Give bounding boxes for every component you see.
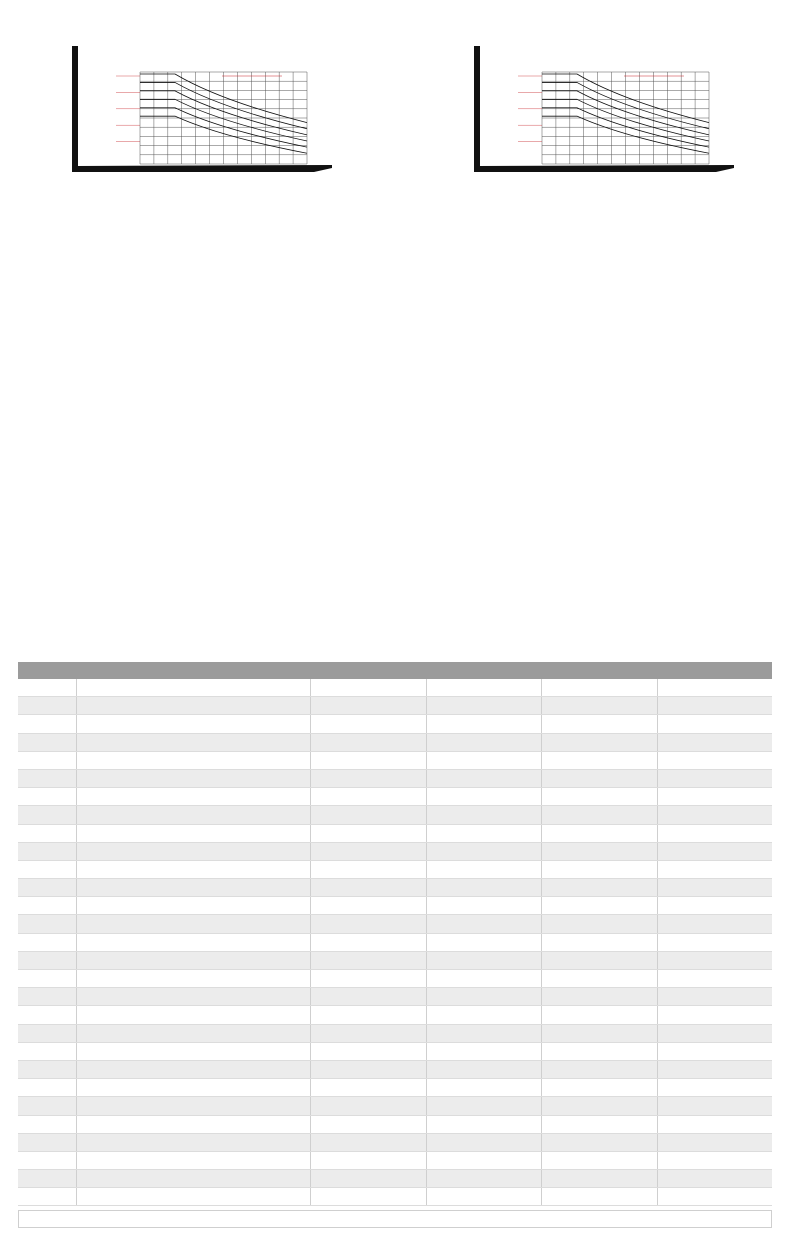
option-mark xyxy=(426,933,541,951)
option-mark xyxy=(542,1170,657,1188)
option-name xyxy=(77,1097,311,1115)
option-mark xyxy=(426,1188,541,1206)
option-mark xyxy=(311,697,426,715)
option-mark xyxy=(657,1115,772,1133)
option-mark xyxy=(426,769,541,787)
table-row xyxy=(18,824,772,842)
option-mark xyxy=(311,1079,426,1097)
option-mark xyxy=(426,988,541,1006)
option-name xyxy=(77,897,311,915)
row-number xyxy=(18,715,77,733)
table-row xyxy=(18,1006,772,1024)
option-name xyxy=(77,788,311,806)
legend-note xyxy=(18,1210,772,1228)
option-mark xyxy=(657,679,772,697)
table-row xyxy=(18,879,772,897)
option-mark xyxy=(426,806,541,824)
option-mark xyxy=(426,1097,541,1115)
option-mark xyxy=(426,879,541,897)
option-mark xyxy=(542,951,657,969)
option-mark xyxy=(542,1024,657,1042)
option-mark xyxy=(426,951,541,969)
option-mark xyxy=(542,1079,657,1097)
option-mark xyxy=(426,915,541,933)
row-number xyxy=(18,988,77,1006)
row-number xyxy=(18,733,77,751)
option-mark xyxy=(311,933,426,951)
option-name xyxy=(77,988,311,1006)
option-mark xyxy=(311,1151,426,1169)
option-mark xyxy=(311,970,426,988)
capacity-graph xyxy=(32,16,362,206)
option-name xyxy=(77,1079,311,1097)
option-mark xyxy=(426,1042,541,1060)
option-mark xyxy=(311,1060,426,1078)
row-number xyxy=(18,1170,77,1188)
option-mark xyxy=(657,988,772,1006)
option-mark xyxy=(657,1170,772,1188)
table-header-row xyxy=(18,662,772,679)
option-mark xyxy=(426,824,541,842)
option-mark xyxy=(542,1006,657,1024)
row-number xyxy=(18,951,77,969)
option-mark xyxy=(542,1188,657,1206)
option-name xyxy=(77,879,311,897)
option-name xyxy=(77,842,311,860)
option-mark xyxy=(542,879,657,897)
option-mark xyxy=(542,1097,657,1115)
row-number xyxy=(18,806,77,824)
option-mark xyxy=(657,1097,772,1115)
option-mark xyxy=(311,806,426,824)
option-mark xyxy=(426,1024,541,1042)
row-number xyxy=(18,860,77,878)
row-number xyxy=(18,897,77,915)
option-mark xyxy=(426,1170,541,1188)
option-mark xyxy=(542,842,657,860)
option-mark xyxy=(657,897,772,915)
option-mark xyxy=(426,1006,541,1024)
option-mark xyxy=(311,915,426,933)
option-mark xyxy=(426,1133,541,1151)
option-mark xyxy=(657,733,772,751)
option-mark xyxy=(311,1133,426,1151)
option-name xyxy=(77,1006,311,1024)
option-mark xyxy=(657,842,772,860)
option-mark xyxy=(657,1133,772,1151)
table-row xyxy=(18,697,772,715)
option-mark xyxy=(542,915,657,933)
row-number xyxy=(18,1115,77,1133)
option-mark xyxy=(657,1188,772,1206)
option-mark xyxy=(657,879,772,897)
row-number xyxy=(18,1079,77,1097)
option-name xyxy=(77,1170,311,1188)
option-name xyxy=(77,933,311,951)
option-name xyxy=(77,970,311,988)
row-number xyxy=(18,1024,77,1042)
option-mark xyxy=(426,679,541,697)
option-mark xyxy=(657,933,772,951)
table-row xyxy=(18,788,772,806)
header-15-18 xyxy=(311,662,426,679)
row-number xyxy=(18,679,77,697)
option-mark xyxy=(657,860,772,878)
options-table xyxy=(18,662,772,1206)
header-20-25 xyxy=(426,662,541,679)
option-mark xyxy=(426,1151,541,1169)
option-mark xyxy=(426,1079,541,1097)
option-mark xyxy=(311,1188,426,1206)
row-number xyxy=(18,824,77,842)
option-mark xyxy=(657,1079,772,1097)
table-row xyxy=(18,1151,772,1169)
option-mark xyxy=(311,824,426,842)
option-name xyxy=(77,951,311,969)
option-mark xyxy=(542,806,657,824)
option-mark xyxy=(311,842,426,860)
table-row xyxy=(18,1079,772,1097)
row-number xyxy=(18,1042,77,1060)
option-mark xyxy=(657,769,772,787)
option-mark xyxy=(657,806,772,824)
option-mark xyxy=(426,788,541,806)
option-name xyxy=(77,769,311,787)
table-row xyxy=(18,1097,772,1115)
option-mark xyxy=(311,879,426,897)
option-mark xyxy=(311,951,426,969)
table-row xyxy=(18,842,772,860)
table-row xyxy=(18,769,772,787)
header-30 xyxy=(542,662,657,679)
option-mark xyxy=(311,860,426,878)
graph-canvas xyxy=(32,16,362,206)
header-number xyxy=(18,662,77,679)
option-mark xyxy=(657,951,772,969)
option-mark xyxy=(657,970,772,988)
row-number xyxy=(18,788,77,806)
option-mark xyxy=(657,1006,772,1024)
option-mark xyxy=(311,788,426,806)
row-number xyxy=(18,1133,77,1151)
option-name xyxy=(77,915,311,933)
capacity-graph xyxy=(434,16,764,206)
option-name xyxy=(77,679,311,697)
row-number xyxy=(18,842,77,860)
option-mark xyxy=(426,1115,541,1133)
option-mark xyxy=(542,715,657,733)
graph-canvas xyxy=(434,16,764,206)
table-row xyxy=(18,1042,772,1060)
row-number xyxy=(18,1060,77,1078)
option-mark xyxy=(657,697,772,715)
option-mark xyxy=(542,933,657,951)
option-mark xyxy=(426,970,541,988)
option-mark xyxy=(311,988,426,1006)
option-mark xyxy=(542,1115,657,1133)
option-mark xyxy=(311,897,426,915)
option-mark xyxy=(311,1097,426,1115)
option-mark xyxy=(311,679,426,697)
option-name xyxy=(77,733,311,751)
option-mark xyxy=(542,970,657,988)
table-row xyxy=(18,751,772,769)
option-mark xyxy=(311,733,426,751)
option-mark xyxy=(426,751,541,769)
table-row xyxy=(18,1024,772,1042)
option-mark xyxy=(426,860,541,878)
table-row xyxy=(18,915,772,933)
option-mark xyxy=(542,1133,657,1151)
option-mark xyxy=(657,1060,772,1078)
row-number xyxy=(18,1006,77,1024)
table-row xyxy=(18,970,772,988)
option-name xyxy=(77,1060,311,1078)
option-mark xyxy=(426,715,541,733)
option-mark xyxy=(542,697,657,715)
option-name xyxy=(77,1042,311,1060)
row-number xyxy=(18,697,77,715)
row-number xyxy=(18,879,77,897)
table-row xyxy=(18,933,772,951)
row-number xyxy=(18,915,77,933)
option-mark xyxy=(311,1170,426,1188)
option-mark xyxy=(311,1115,426,1133)
option-mark xyxy=(542,788,657,806)
option-name xyxy=(77,860,311,878)
option-mark xyxy=(426,842,541,860)
header-options xyxy=(77,662,311,679)
option-mark xyxy=(311,751,426,769)
option-mark xyxy=(426,733,541,751)
option-mark xyxy=(311,769,426,787)
row-number xyxy=(18,1151,77,1169)
option-mark xyxy=(542,824,657,842)
option-name xyxy=(77,1115,311,1133)
row-number xyxy=(18,933,77,951)
option-mark xyxy=(542,860,657,878)
table-row xyxy=(18,860,772,878)
row-number xyxy=(18,751,77,769)
option-mark xyxy=(542,679,657,697)
option-mark xyxy=(426,697,541,715)
table-row xyxy=(18,679,772,697)
option-name xyxy=(77,715,311,733)
option-mark xyxy=(542,1151,657,1169)
option-name xyxy=(77,1151,311,1169)
table-row xyxy=(18,733,772,751)
option-name xyxy=(77,1188,311,1206)
option-name xyxy=(77,824,311,842)
option-mark xyxy=(542,1060,657,1078)
option-name xyxy=(77,1024,311,1042)
option-mark xyxy=(657,715,772,733)
option-mark xyxy=(311,1042,426,1060)
option-mark xyxy=(657,751,772,769)
option-mark xyxy=(311,1024,426,1042)
option-name xyxy=(77,806,311,824)
table-row xyxy=(18,715,772,733)
option-mark xyxy=(542,751,657,769)
option-mark xyxy=(426,897,541,915)
header-35 xyxy=(657,662,772,679)
table-row xyxy=(18,951,772,969)
table-row xyxy=(18,1133,772,1151)
option-mark xyxy=(657,915,772,933)
row-number xyxy=(18,1097,77,1115)
table-row xyxy=(18,988,772,1006)
option-mark xyxy=(657,824,772,842)
table-row xyxy=(18,897,772,915)
option-mark xyxy=(311,1006,426,1024)
option-name xyxy=(77,697,311,715)
option-mark xyxy=(657,788,772,806)
option-mark xyxy=(542,988,657,1006)
option-mark xyxy=(657,1024,772,1042)
option-name xyxy=(77,751,311,769)
table-row xyxy=(18,1115,772,1133)
option-mark xyxy=(542,1042,657,1060)
table-row xyxy=(18,806,772,824)
row-number xyxy=(18,1188,77,1206)
option-mark xyxy=(426,1060,541,1078)
option-mark xyxy=(542,897,657,915)
option-name xyxy=(77,1133,311,1151)
option-mark xyxy=(542,769,657,787)
row-number xyxy=(18,970,77,988)
table-row xyxy=(18,1170,772,1188)
option-mark xyxy=(542,733,657,751)
row-number xyxy=(18,769,77,787)
table-row xyxy=(18,1060,772,1078)
option-mark xyxy=(657,1151,772,1169)
option-mark xyxy=(657,1042,772,1060)
table-row xyxy=(18,1188,772,1206)
option-mark xyxy=(311,715,426,733)
